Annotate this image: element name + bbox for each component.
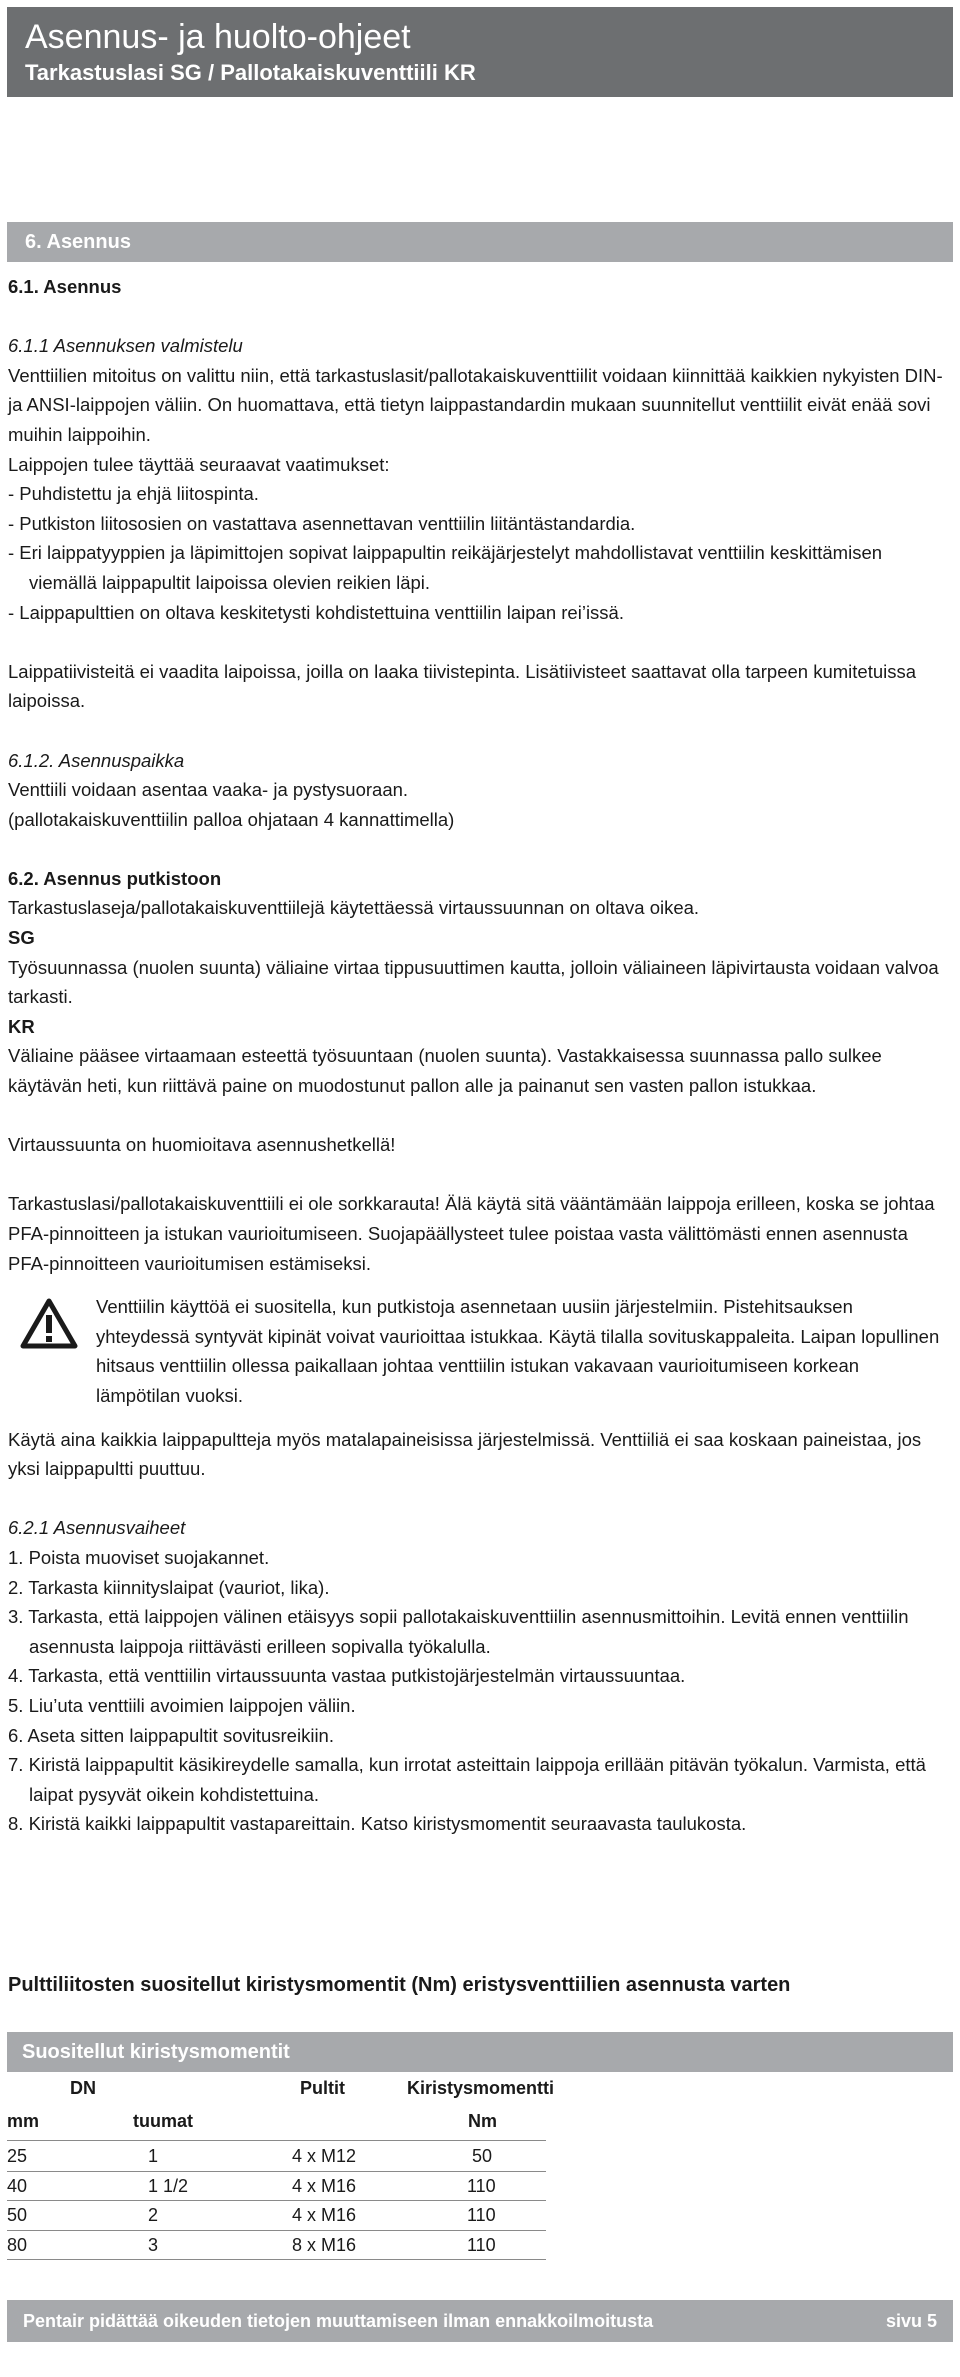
cell-mm: 50 (7, 2205, 28, 2225)
table-row (0, 2231, 960, 2259)
cell-bolts: 4 x M16 (292, 2176, 357, 2196)
requirement-item: - Puhdistettu ja ehjä liitospinta. (8, 483, 259, 505)
page-number: sivu 5 (885, 2311, 937, 2331)
heading-6-1-2: 6.1.2. Asennuspaikka (8, 749, 185, 771)
heading-6-2-1: 6.2.1 Asennusvaiheet (8, 1517, 186, 1539)
cell-inch: 3 (148, 2235, 159, 2255)
table-row (0, 2201, 960, 2229)
step-item: 3. Tarkasta, että laippojen välinen etäisyys sopii pallotakaiskuventtiilin asennusmittoihin. Levitä ennen venttiilin asennusta laippoja riittävästi erilleen sopivalla työkalulla. (8, 1606, 909, 1657)
column-header-mm: mm (7, 2111, 40, 2131)
paragraph-all-bolts: Käytä aina kaikkia laippapultteja myös matalapaineisissa järjestelmissä. Venttiiliä ei saa koskaan paineistaa, jos yksi laippapultti puuttuu. (8, 1428, 922, 1480)
label-sg: SG (8, 927, 35, 949)
requirement-item: - Eri laippatyyppien ja läpimittojen sopivat laippapultin reikäjärjestelyt mahdollistavat venttiilin keskittämisen viemällä laippapultit laipoissa olevien reikien läpi. (8, 542, 883, 593)
cell-mm: 25 (7, 2146, 28, 2166)
column-header-nm: Nm (468, 2111, 498, 2131)
cell-bolts: 4 x M12 (292, 2146, 357, 2166)
column-header-torque: Kiristysmomentti (407, 2078, 555, 2098)
step-item: 6. Aseta sitten laippapultit sovitusreikiin. (8, 1724, 334, 1746)
paragraph-kr: Väliaine pääsee virtaamaan esteettä työsuuntaan (nuolen suunta). Vastakkaisessa suunnassa pallo sulkee käytävän heti, kun riittävä paine on muodostunut pallon alle ja painanut sen vasten pallon istukkaa. (8, 1045, 882, 1097)
heading-6-1: 6.1. Asennus (8, 276, 122, 297)
cell-torque: 110 (467, 2176, 496, 2196)
paragraph-gaskets: Laippatiivisteitä ei vaadita laipoissa, joilla on laaka tiivistepinta. Lisätiivisteet saattavat olla tarpeen kumitetuissa laipoissa. (8, 660, 917, 712)
cell-inch: 1 1/2 (148, 2176, 189, 2196)
step-item: 4. Tarkasta, että venttiilin virtaussuunta vastaa putkistojärjestelmän virtaussuuntaa. (8, 1665, 686, 1687)
paragraph-crowbar-warning: Tarkastuslasi/pallotakaiskuventtiili ei ole sorkkarauta! Älä käytä sitä vääntämään laippoja erilleen, koska se johtaa PFA-pinnoitteen ja istukan vaurioitumiseen. Suojapäällysteet tulee poistaa vasta välittömästi ennen asennusta PFA-pinnoitteen vaurioitumisen estämiseksi. (8, 1193, 935, 1274)
paragraph-flow-note: Virtaussuunta on huomioitava asennushetkellä! (8, 1134, 396, 1156)
cell-torque: 110 (467, 2235, 496, 2255)
paragraph-sg: Työsuunnassa (nuolen suunta) väliaine virtaa tippusuuttimen kautta, jolloin väliaineen läpivirtausta voidaan valvoa tarkasti. (8, 956, 939, 1008)
page-footer (7, 2300, 953, 2342)
warning-triangle-icon (20, 1298, 84, 1359)
column-header-dn: DN (70, 2078, 96, 2098)
document-title: Asennus- ja huolto-ohjeet (25, 18, 411, 56)
document-header (7, 7, 953, 97)
table-row (0, 2172, 960, 2200)
table-divider (7, 2140, 546, 2141)
table-divider (7, 2259, 546, 2260)
warning-box (8, 1292, 948, 1410)
cell-mm: 40 (7, 2176, 28, 2196)
table-row (0, 2142, 960, 2170)
step-item: 7. Kiristä laippapultit käsikireydelle samalla, kun irrotat asteittain laippoja erillään pitävän työkalun. Varmista, että laipat pysyvät oikein kohdistettuina. (8, 1754, 926, 1805)
step-item: 8. Kiristä kaikki laippapultit vastapareittain. Katso kiristysmomentit seuraavasta taulukosta. (8, 1813, 747, 1835)
paragraph-mounting-a: Venttiili voidaan asentaa vaaka- ja pystysuoraan. (8, 779, 409, 801)
cell-torque: 50 (472, 2146, 493, 2166)
heading-6-1-1: 6.1.1 Asennuksen valmistelu (8, 335, 243, 357)
cell-bolts: 8 x M16 (292, 2235, 357, 2255)
step-item: 2. Tarkasta kiinnityslaipat (vauriot, lika). (8, 1576, 330, 1598)
paragraph-flow-direction: Tarkastuslaseja/pallotakaiskuventtiilejä käytettäessä virtaussuunnan on oltava oikea. (8, 897, 700, 919)
label-kr: KR (8, 1015, 35, 1037)
paragraph-mounting-b: (pallotakaiskuventtiilin palloa ohjataan 4 kannattimella) (8, 808, 455, 830)
cell-inch: 1 (148, 2146, 159, 2166)
paragraph-dimensions: Venttiilien mitoitus on valittu niin, että tarkastuslasit/pallotakaiskuventtiilit voidaan kiinnittää kaikkien nykyisten DIN- ja ANSI-laippojen väliin. On huomattava, että tietyn laippastandardin mukaan suunnitellut venttiilit eivät enää sovi muihin laippoihin. (8, 364, 943, 445)
cell-torque: 110 (467, 2205, 496, 2225)
step-item: 1. Poista muoviset suojakannet. (8, 1546, 270, 1568)
table-heading: Pulttiliitosten suositellut kiristysmomentit (Nm) eristysventtiilien asennusta varten (8, 1974, 791, 1996)
cell-inch: 2 (148, 2205, 159, 2225)
column-header-inch: tuumat (133, 2111, 193, 2131)
requirement-item: - Laippapulttien on oltava keskitetysti kohdistettuina venttiilin laipan rei’issä. (8, 601, 624, 623)
paragraph-requirements-intro: Laippojen tulee täyttää seuraavat vaatimukset: (8, 453, 390, 475)
footer-disclaimer: Pentair pidättää oikeuden tietojen muuttamiseen ilman ennakkoilmoitusta (23, 2311, 654, 2331)
document-subtitle: Tarkastuslasi SG / Pallotakaiskuventtiili KR (25, 60, 476, 85)
main-content (8, 272, 948, 1839)
table-title-bar: Suositellut kiristysmomentit (7, 2032, 953, 2072)
requirement-item: - Putkiston liitososien on vastattava asennettavan venttiilin liitäntästandardia. (8, 512, 636, 534)
warning-text: Venttiilin käyttöä ei suositella, kun putkistoja asennetaan uusiin järjestelmiin. Pistehitsauksen yhteydessä syntyvät kipinät voivat vaurioittaa istukkaa. Käytä tilalla sovituskappaleita. Laipan lopullinen hitsaus venttiilin ollessa paikallaan johtaa venttiilin istukan vakavaan vaurioitumiseen korkean lämpötilan vuoksi. (96, 1296, 940, 1406)
cell-bolts: 4 x M16 (292, 2205, 357, 2225)
cell-mm: 80 (7, 2235, 28, 2255)
column-header-bolts: Pultit (300, 2078, 345, 2098)
heading-6-2: 6.2. Asennus putkistoon (8, 867, 222, 889)
section-bar: 6. Asennus (7, 222, 953, 262)
step-item: 5. Liu’uta venttiili avoimien laippojen väliin. (8, 1694, 356, 1716)
